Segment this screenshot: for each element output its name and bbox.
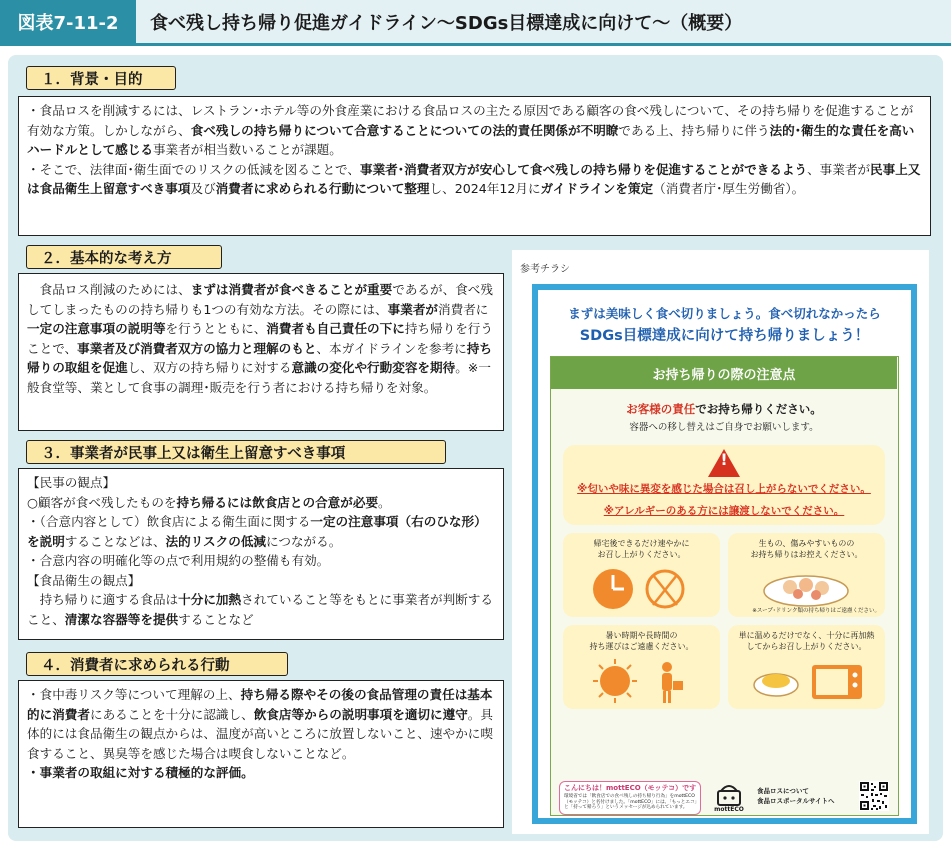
body-text: にあることを十分に認識し、 [89,706,254,722]
flyer-caption: 参考チラシ [520,264,570,275]
figure-label: 図表7-11-2 [0,0,136,43]
emphasis-text: 事業者･消費者双方が安心して食べ残しの持ち帰りを促進することができるよう [359,161,808,177]
body-text: 消費者に [438,301,489,317]
body-text: 【民事の観点】 [27,475,116,490]
body-text: 。 [378,494,391,510]
emphasis-text: 消費者も自己責任の下に [266,321,405,337]
body-text: である上、持ち帰りに伴う [618,122,770,138]
section-3-line-1 [27,473,495,493]
section-3-line-2 [27,493,495,513]
body-text: を行うとともに、 [165,321,267,337]
mottECO-info-box [559,781,701,815]
section-4-paragraph-1 [27,685,495,763]
section-3-line-4 [27,551,495,571]
body-text: 、事業者が [807,161,871,177]
emphasis-text: 飲食店等からの説明事項を適切に遵守 [253,706,468,722]
section-3-line-3 [27,512,495,551]
emphasis-text: ガイドラインを策定 [540,181,654,197]
qr-code-icon [859,781,889,811]
section-4-heading: ４．消費者に求められる行動 [26,652,288,676]
section-1-paragraph-2 [27,160,922,199]
body-text: し、双方の持ち帰りに対する [127,360,292,376]
flyer-notice-panel [550,356,899,816]
body-text: ・（合意内容として）飲食店による衛生面に関する [27,514,311,530]
body-text: 。具体的には食品衛生の観点からは、温度が高いところに放置しないこと、速やかに喫食すること、異臭等を感じた場合は喫食しないことなど。 [27,706,493,761]
section-2-paragraph [27,280,495,397]
mottECO-info-title: こんにちは！mottECO（モッテコ）です [564,784,697,792]
body-text: 、本ガイドラインを参考に [316,340,467,356]
clock-and-cutlery-icon [563,563,720,617]
body-text: ・そこで、法律面･衛生面でのリスクの低減を図ることで、 [27,161,360,177]
mottECO-logo-label: mottECO [714,806,744,813]
flyer-tip-cell [563,625,720,709]
flyer-warning-2: ※アレルギーのある方には譲渡しないでください。 [603,505,845,517]
flyer-tip-cell [728,533,885,617]
flyer-tip-note: ※スープ･ドリンク類の持ち帰りはご遠慮ください。 [752,608,880,614]
flyer-notice-title: お持ち帰りの際の注意点 [551,357,897,389]
emphasis-text: 法的･衛生的な責任を高いハードルとして感じる [27,122,915,158]
emphasis-text: 持ち帰りの取組を促進 [27,340,492,376]
emphasis-text: まずは消費者が食べきることが重要 [190,282,393,297]
flyer-responsibility-rest: でお持ち帰りください。 [695,402,822,416]
flyer-tip-cell [728,625,885,709]
reference-flyer [532,284,917,824]
emphasis-text: 意識の変化や行動変容を期待 [291,360,456,376]
flyer-footer [559,781,892,811]
section-1-heading: １．背景・目的 [26,66,176,90]
body-text: 。※一般食堂等、業として食事の調理･販売を行う者における持ち帰りを対象。 [27,360,491,395]
figure-title: 食べ残し持ち帰り促進ガイドライン～SDGs目標達成に向けて～（概要） [150,12,743,34]
body-text: ・合意内容の明確化等の点で利用規約の整備も有効。 [27,553,330,569]
emphasis-text: 一定の注意事項（右のひな形）を説明 [27,514,487,549]
flyer-headline-1: まずは美味しく食べ切りましょう。食べ切れなかったら [568,306,881,321]
flyer-responsibility-red: お客様の責任 [626,402,696,416]
flyer-tip-text: 単に温めるだけでなく、十分に再加熱 してからお召し上がりください。 [738,631,875,651]
section-4-box [18,680,504,828]
section-4-paragraph-2 [27,763,495,783]
mottECO-info-body: 環境省では「飲食店での食べ残しの持ち帰り行為」をmottECO（モッテコ）と名付けました。「mottECO」には、「もっとエコ」と「持って帰ろう」というメッセージが込められています。 [564,794,697,811]
flyer-tip-text: 帰宅後できるだけ速やかに お召し上がりください。 [593,539,690,559]
body-text: 食品ロス削減のためには、 [39,282,191,297]
body-text: 及び [190,181,216,197]
warning-exclamation: ! [720,450,728,469]
flyer-tip-text: 生もの、傷みやすいものの お持ち帰りはお控えください。 [750,539,863,559]
section-3-heading: ３．事業者が民事上又は衛生上留意すべき事項 [26,440,446,464]
section-2-heading: ２．基本的な考え方 [26,245,222,269]
emphasis-text: 持ち帰る際やその後の食品管理の責任は基本的に消費者 [27,687,493,722]
emphasis-text: 消費者に求められる行動について整理 [215,181,430,197]
section-2-box [18,273,504,431]
emphasis-text: 事業者が [387,301,439,317]
reheat-food-icon [728,655,885,709]
emphasis-text: 民事上又は食品衛生上留意すべき事項 [27,161,921,197]
body-text: し、2024年12月に [429,181,541,197]
emphasis-text: 清潔な容器等を提供 [64,611,179,627]
flyer-responsibility-line [551,401,897,417]
body-text: 持ち帰りに適する食品は [39,592,179,608]
emphasis-text: 一定の注意事項の説明等 [27,321,166,337]
food-loss-portal-text: 食品ロスについて 食品ロスポータルサイトへ [757,787,835,805]
flyer-headline-2: SDGs目標達成に向けて持ち帰りましょう！ [579,328,870,344]
body-text: ・食中毒リスク等について理解の上、 [27,687,241,702]
flyer-warning-1: ※匂いや味に異変を感じた場合は召し上がらないでください。 [577,483,871,495]
body-text: 事業者が相当数いることが課題。 [152,142,342,158]
body-text: 持ち帰りを行うことで、 [27,321,493,356]
emphasis-text: ・事業者の取組に対する積極的な評価。 [27,765,254,781]
body-text: することなど [178,611,254,627]
body-text: につながる。 [266,533,342,549]
flyer-tip-cell [563,533,720,617]
emphasis-text: 十分に加熱 [178,592,242,608]
sun-and-person-icon [563,655,720,709]
body-text: （消費者庁･厚生労働省）。 [653,181,805,197]
body-text: されていること等をもとに事業者が判断すること、 [27,592,493,627]
body-text: 【食品衛生の観点】 [27,572,141,588]
header-band [0,0,951,46]
flyer-container-line: 容器への移し替えはご自身でお願いします。 [629,422,819,433]
section-3-line-5 [27,571,495,591]
body-text: であるが、食べ残してしまったものの持ち帰りも1つの有効な方法。その際には、 [27,282,493,317]
emphasis-text: 事業者及び消費者双方の協力と理解のもと [77,340,317,356]
flyer-tip-text: 暑い時期や長時間の 持ち運びはご遠慮ください。 [589,631,694,651]
body-text: ・食品ロスを削減するには、レストラン･ホテル等の外食産業における食品ロスの主たる原因である顧客の食べ残しについて、その持ち帰りを促進することが有効な方策。しかしながら、 [27,103,914,138]
emphasis-text: 持ち帰るには飲食店との合意が必要 [176,494,379,510]
reference-flyer-frame [512,250,929,834]
flyer-warning-box [563,445,885,525]
section-1-box [18,96,931,236]
section-1-paragraph-1 [27,101,922,160]
body-text: することなどは、 [64,533,166,549]
emphasis-text: 食べ残しの持ち帰りについて合意することについての法的責任関係が不明瞭 [190,122,619,138]
emphasis-text: 法的リスクの低減 [165,533,267,549]
body-text: ○顧客が食べ残したものを [27,494,177,510]
section-3-box [18,468,504,640]
section-3-line-6 [27,590,495,629]
